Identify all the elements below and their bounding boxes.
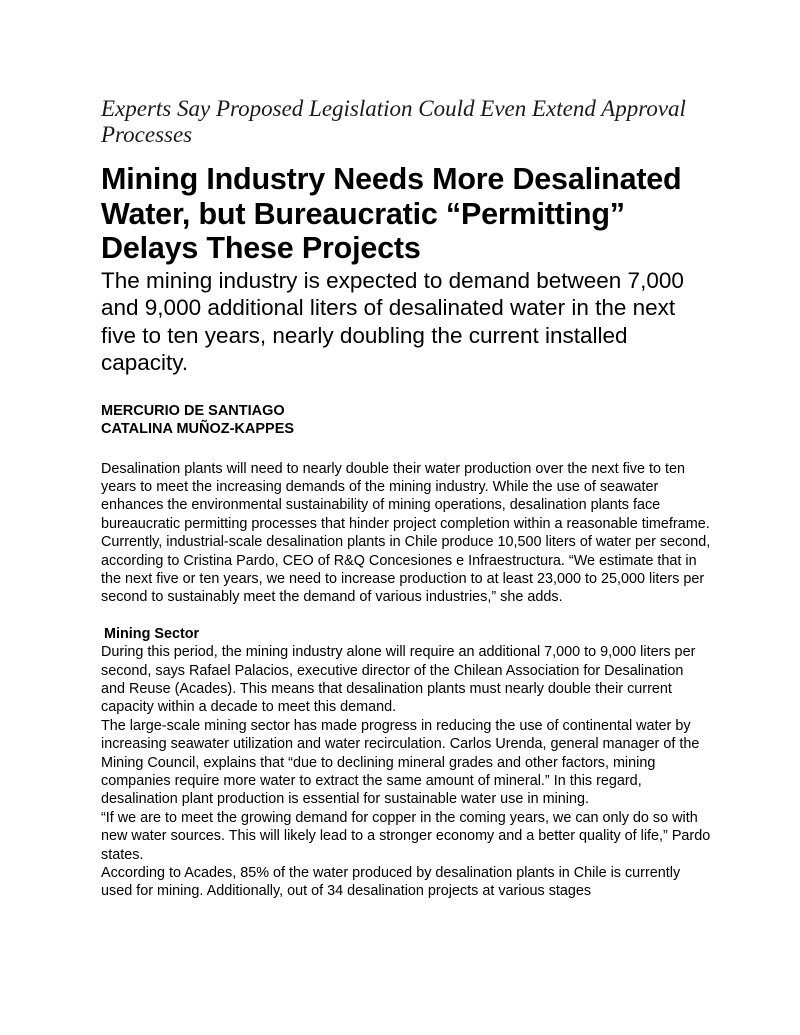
article-page [101,96,711,901]
body-paragraph: According to Acades, 85% of the water produced by desalination plants in Chile is currently used for mining. Additionally, out of 34 desalination projects at various stages [101,865,681,900]
article-deck: The mining industry is expected to demand between 7,000 and 9,000 additional liters of desalinated water in the next five to ten years, nearly doubling the current installed capacity. [101,267,684,375]
byline-publication: MERCURIO DE SANTIAGO [101,402,285,419]
body-paragraph: The large-scale mining sector has made progress in reducing the use of continental water by increasing seawater utilization and water recirculation. Carlos Urenda, general manager of the Mining Council, explains that “due to declining mineral grades and other factors, mining companies require more water to extract the same amount of mineral.” In this regard, desalination plant production is essential for sustainable water use in mining. [101,717,700,808]
section-heading-mining: Mining Sector [104,625,200,642]
article-kicker: Experts Say Proposed Legislation Could Even Extend Approval Processes [101,96,686,147]
section-body [101,643,711,901]
body-paragraph: Desalination plants will need to nearly double their water production over the next five to ten years to meet the increasing demands of the mining industry. While the use of seawater enhances the environmental sustainability of mining operations, desalination plants face bureaucratic permitting processes that hinder project completion within a reasonable timeframe. [101,460,710,532]
byline-author: CATALINA MUÑOZ-KAPPES [101,420,295,437]
article-headline: Mining Industry Needs More Desalinated Water, but Bureaucratic “Permitting” Delays These Projects [101,162,682,265]
article-body [101,460,711,607]
body-paragraph: “If we are to meet the growing demand for copper in the coming years, we can only do so with new water sources. This will likely lead to a stronger economy and a better quality of life,” Pardo states. [101,809,711,863]
body-paragraph: Currently, industrial-scale desalination plants in Chile produce 10,500 liters of water per second, according to Cristina Pardo, CEO of R&Q Concesiones e Infraestructura. “We estimate that in the next five or ten years, we need to increase production to at least 23,000 to 25,000 liters per second to sustainably meet the demand of various industries,” she adds. [101,534,711,606]
byline [101,402,711,438]
body-paragraph: During this period, the mining industry alone will require an additional 7,000 to 9,000 liters per second, says Rafael Palacios, executive director of the Chilean Association for Desalination and Reuse (Acades). This means that desalination plants must nearly double their current capacity within a decade to meet this demand. [101,644,696,716]
